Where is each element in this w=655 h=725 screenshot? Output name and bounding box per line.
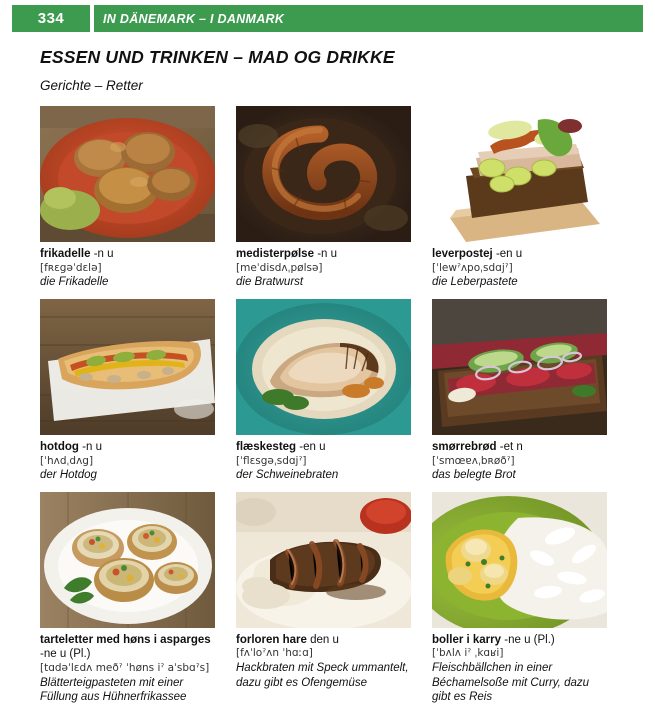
entry-text [236,242,411,290]
entry-term: leverpostej -en u [432,248,523,260]
photo-hotdog [40,299,215,435]
photo-frikadelle [40,106,215,242]
entry-gloss: die Bratwurst [236,276,304,289]
entry-text [432,435,607,483]
entry-gloss: Blätterteigpasteten mit einer Füllung aus Hühnerfrikassee [40,676,187,704]
entry-article: -n u [82,440,102,453]
entry-article: -ne u (Pl.) [504,633,555,646]
entry-text [432,628,607,705]
entry-cell [432,106,607,290]
entry-gloss: der Hotdog [40,469,97,482]
photo-flaeskesteg [236,299,411,435]
entry-gloss: Hackbraten mit Speck ummantelt, dazu gibt es Ofengemüse [236,661,409,689]
entry-text [432,242,607,290]
page-header [12,5,643,32]
entry-ipa: [ˈbʌlʌ iˀ ˌkɑʁi] [432,647,504,660]
entry-gloss: der Schweinebraten [236,469,339,482]
entry-term: boller i karry -ne u (Pl.) [432,633,555,646]
entry-cell [432,492,607,705]
entry-article: -en u [495,248,523,260]
entry-article: -et n [499,440,523,453]
entry-term: hotdog -n u [40,440,102,453]
entry-term: medisterpølse -n u [236,248,338,260]
entry-term: tarteletter med høns i asparges [40,633,211,646]
entry-ipa: [ˈsmœɐʌˌbʀøðˀ] [432,454,515,467]
entry-text [40,435,215,483]
entry-gloss: die Frikadelle [40,276,109,289]
entry-text [236,435,411,483]
entry-term: flæskesteg -en u [236,440,326,453]
entry-text [236,628,411,691]
entry-cell [40,299,215,483]
entry-term: smørrebrød -et n [432,440,523,453]
entry-ipa: [fʌˈloˀʌn ˈhɑːɑ] [236,647,313,660]
entry-ipa: [fʀɛgəˈdɛlə] [40,261,102,274]
entry-ipa: [ˈflɛsgəˌsdɑjˀ] [236,454,307,467]
entry-cell [40,106,215,290]
page-title: ESSEN UND TRINKEN – MAD OG DRIKKE [40,47,395,67]
entry-ipa: [ˈlewˀʌpoˌsdɑjˀ] [432,261,513,274]
entry-gloss: Fleischbällchen in einer Béchamelsoße mit Curry, dazu gibt es Reis [432,661,590,704]
entry-article: -en u [299,440,326,453]
page-number: 334 [12,5,90,32]
entry-ipa: [ˈhʌdˌdʌg] [40,454,94,467]
header-title: IN DÄNEMARK – I DANMARK [94,5,643,32]
photo-leverpostej [432,106,607,242]
entry-term: forloren hare den u [236,633,339,646]
entry-grid [40,106,628,705]
photo-forloren-hare [236,492,411,628]
subsection-title: Gerichte – Retter [40,78,143,93]
entry-cell [236,299,411,483]
entry-cell [40,492,215,705]
entry-article: -n u [317,248,338,260]
entry-text [40,628,215,705]
photo-tarteletter [40,492,215,628]
photo-boller-i-karry [432,492,607,628]
entry-cell [236,492,411,705]
entry-cell [432,299,607,483]
photo-medisterpoelse [236,106,411,242]
entry-text [40,242,215,290]
entry-term: frikadelle -n u [40,248,114,260]
entry-ipa: [tɑdəˈlɛdʌ meðˀ ˈhøns iˀ aˈsbɑˀs] [40,662,210,675]
photo-smoerrebroed [432,299,607,435]
entry-article: -ne u (Pl.) [40,648,91,661]
entry-gloss: die Leberpastete [432,276,518,289]
entry-cell [236,106,411,290]
entry-article: -n u [93,248,114,260]
entry-ipa: [meˈdisdʌˌpølsə] [236,261,323,274]
entry-article: den u [310,633,339,646]
entry-gloss: das belegte Brot [432,469,516,482]
